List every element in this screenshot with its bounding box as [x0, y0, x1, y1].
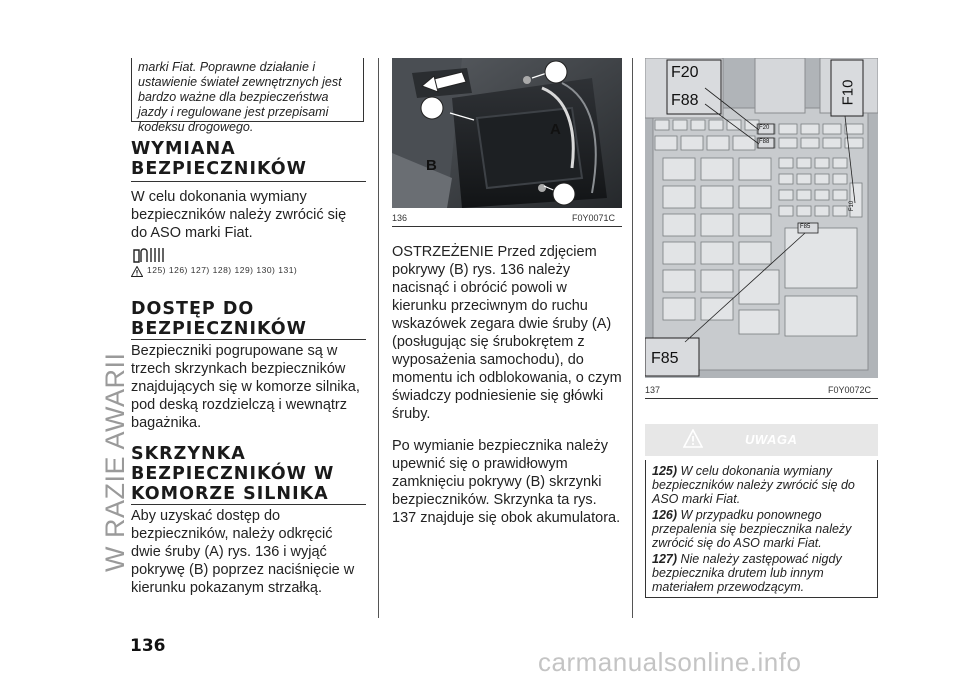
section-heading-line: KOMORZE SILNIKA [131, 484, 329, 504]
warning-refs-text: 125) 126) 127) 128) 129) 130) 131) [147, 264, 298, 275]
figure-137-code: F0Y0072C [828, 385, 872, 395]
warning-item-text: W celu dokonania wymiany bezpieczników należy zwrócić się do ASO marki Fiat. [652, 464, 855, 506]
callout-label-a-top: A [550, 121, 561, 138]
section-heading-line: BEZPIECZNIKÓW W [131, 464, 335, 484]
section-heading-line: BEZPIECZNIKÓW [131, 319, 307, 339]
figure-caption-rule [645, 398, 878, 399]
figure-136-code: F0Y0071C [572, 213, 616, 223]
figure-136-photo [392, 58, 622, 208]
section-body-text: Bezpieczniki pogrupowane są w trzech skrzynkach bezpieczników znajdujących się w komorze silnika, pod deską rozdzielczą i wewnątrz bagażnika. [131, 343, 360, 431]
fuse-label-f10: F10 [839, 79, 857, 106]
warning-refs-row [131, 264, 366, 275]
warning-box [645, 460, 878, 598]
fuse-small-f20: F20 [759, 125, 770, 131]
fuse-label-f88: F88 [671, 92, 699, 109]
section-body-text: W celu dokonania wymiany bezpieczników należy zwrócić się do ASO marki Fiat. [131, 189, 347, 241]
warning-item [652, 552, 871, 594]
page-number: 136 [130, 636, 166, 656]
warning-item-text: W przypadku ponownego przepalenia się bezpiecznika należy zwrócić się do ASO marki Fiat. [652, 508, 852, 550]
warning-item [652, 464, 871, 506]
warning-item-number: 127) [652, 552, 678, 566]
warning-item-number: 125) [652, 464, 678, 478]
warning-title: UWAGA [745, 432, 798, 447]
figure-136-number: 136 [392, 213, 408, 223]
section-heading-line: DOSTĘP DO [131, 299, 255, 319]
intro-note-text: marki Fiat. Poprawne działanie i ustawienie świateł zewnętrznych jest bardzo ważne dla bezpieczeństwa jazdy i regulowane jest przepisami kodeksu drogowego. [138, 60, 342, 134]
heading-underline [131, 339, 366, 340]
column-left [131, 139, 366, 597]
intro-note-box [131, 58, 364, 134]
warning-triangle-icon [131, 264, 143, 275]
section-heading-line: WYMIANA [131, 139, 236, 159]
fuse-label-f20: F20 [671, 64, 699, 81]
section-body-text: Aby uzyskać dostęp do bezpieczników, należy odkręcić dwie śruby (A) rys. 136 i wyjąć pokrywę (B) poprzez naciśnięcie w kierunku pokazanym strzałką. [131, 508, 355, 596]
fuse-small-f10: F10 [849, 200, 856, 212]
section-heading-line: BEZPIECZNIKÓW [131, 159, 307, 179]
warning-item-number: 126) [652, 508, 678, 522]
column-divider [632, 58, 633, 618]
side-chapter-title [72, 52, 130, 602]
warning-item-text: Nie należy zastępować nigdy bezpiecznika drutem lub innym materiałem przewodzącym. [652, 552, 842, 594]
body-paragraph: Po wymianie bezpiecznika należy upewnić się o prawidłowym zamknięciu pokrywy (B) skrzynki bezpieczników. Skrzynka ta rys. 137 znajduje się obok akumulatora. [392, 438, 621, 526]
callout-label-b: B [426, 157, 437, 174]
heading-underline [131, 181, 366, 182]
fuse-small-f88: F88 [759, 139, 770, 145]
fuse-label-f85: F85 [651, 350, 679, 367]
figure-137-number: 137 [645, 385, 661, 395]
section-heading-line: SKRZYNKA [131, 444, 246, 464]
side-chapter-title-text: W RAZIE AWARII [100, 352, 130, 572]
figure-137-photo [645, 58, 878, 378]
warning-item [652, 508, 871, 550]
column-divider [378, 58, 379, 618]
fuse-small-f85: F85 [800, 224, 811, 230]
warning-paragraph: OSTRZEŻENIE Przed zdjęciem pokrywy (B) rys. 136 należy nacisnąć i obrócić powoli w kierunku przeciwnym do ruchu wskazówek zegara dwie śruby (A) (posługując się śrubokrętem z wyposażenia samochodu), do momentu ich odblokowania, o czym świadczy podniesienie się główki śruby. [392, 244, 622, 422]
figure-caption-rule [392, 226, 622, 227]
heading-underline [131, 504, 366, 505]
warning-header [645, 424, 878, 456]
service-icon [131, 246, 171, 264]
warning-triangle-icon [683, 429, 703, 449]
column-middle [392, 243, 624, 527]
site-watermark: carmanualsonline.info [538, 647, 802, 677]
